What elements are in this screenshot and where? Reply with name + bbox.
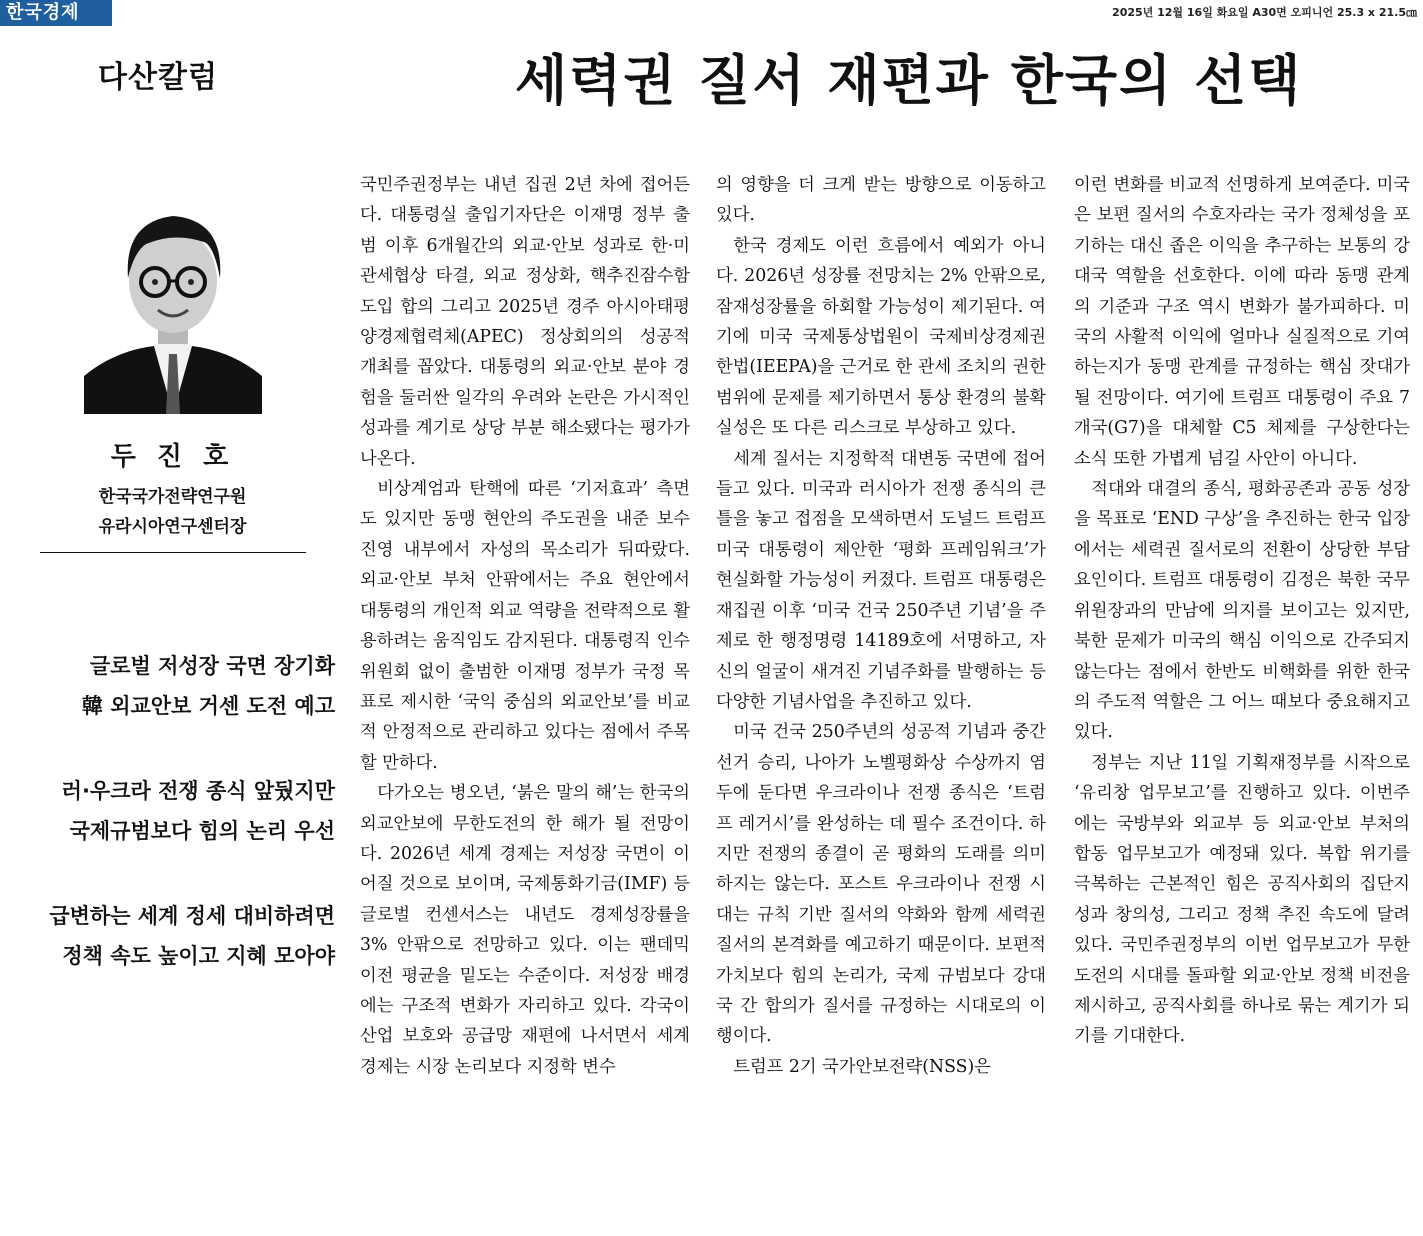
paragraph: 의 영향을 더 크게 받는 방향으로 이동하고 있다. [716, 175, 1046, 226]
body-column-2 [716, 170, 1046, 1230]
paragraph: 국민주권정부는 내년 집권 2년 차에 접어든다. 대통령실 출입기자단은 이재명 정부 출범 이후 6개월간의 외교·안보 성과로 한·미 관세협상 타결, 외교 정상화, 핵추진잠수함 도입 합의 그리고 2025년 경주 아시아태평양경제협력체(APEC) 정상회의의 성공적 개최를 꼽았다. 대통령의 외교·안보 분야 경험을 둘러싼 일각의 우려와 논란은 가시적인 성과를 계기로 상당 부분 해소됐다는 평가가 나온다. [360, 175, 690, 469]
subhead-2a: 러·우크라 전쟁 종식 앞뒀지만 [61, 779, 335, 803]
subhead-2b: 국제규범보다 힘의 논리 우선 [69, 819, 335, 843]
newspaper-masthead: 한국경제 [0, 0, 112, 26]
column-label: 다산칼럼 [98, 60, 218, 95]
headline: 세력권 질서 재편과 한국의 선택 [515, 49, 1303, 112]
body-column-1 [360, 170, 690, 1230]
author-affiliation-org: 한국국가전략연구원 [98, 487, 247, 507]
paragraph: 정부는 지난 11일 기획재정부를 시작으로 ‘유리창 업무보고’를 진행하고 있다. 이번주에는 국방부와 외교부 등 외교·안보 부처의 합동 업무보고가 예정돼 있다. 복합 위기를 극복하는 근본적인 힘은 공직사회의 집단지성과 창의성, 그리고 정책 추진 속도에 달려 있다. 국민주권정부의 이번 업무보고가 무한도전의 시대를 돌파할 외교·안보 정책 비전을 제시하고, 공직사회를 하나로 묶는 계기가 되기를 기대한다. [1074, 752, 1410, 1047]
byline-divider [40, 552, 306, 553]
paragraph: 이런 변화를 비교적 선명하게 보여준다. 미국은 보편 질서의 수호자라는 국가 정체성을 포기하는 대신 좁은 이익을 추구하는 보통의 강대국 역할을 선호한다. 이에 따라 동맹 관계의 기준과 구조 역시 변화가 불가피하다. 미국의 사활적 이익에 얼마나 실질적으로 기여하는지가 동맹 관계를 규정하는 핵심 잣대가 될 전망이다. 여기에 트럼프 대통령이 주요 7개국(G7)을 대체할 C5 체제를 구상한다는 소식 또한 가볍게 넘길 사안이 아니다. [1074, 175, 1410, 469]
author-name: 두 진 호 [110, 442, 235, 472]
paragraph: 비상계엄과 탄핵에 따른 ‘기저효과’ 측면도 있지만 동맹 현안의 주도권을 내준 보수 진영 내부에서 자성의 목소리가 뒤따랐다. 외교·안보 부처 안팎에서는 주요 현안에서 대통령의 개인적 외교 역량을 전략적으로 활용하려는 움직임도 감지된다. 대통령직 인수위원회 없이 출범한 이재명 정부가 국정 목표로 제시한 ‘국익 중심의 외교안보’를 비교적 안정적으로 관리하고 있다는 점에서 주목할 만하다. [360, 479, 690, 773]
paragraph: 다가오는 병오년, ‘붉은 말의 해’는 한국의 외교안보에 무한도전의 한 해가 될 전망이다. 2026년 세계 경제는 저성장 국면이 이어질 것으로 보이며, 국제통화기금(IMF) 등 글로벌 컨센서스는 내년도 경제성장률을 3% 안팎으로 전망하고 있다. 이는 팬데믹 이전 평균을 밑도는 수준이다. 저성장 배경에는 구조적 변화가 자리하고 있다. 각국이 산업 보호와 공급망 재편에 나서면서 세계 경제는 시장 논리보다 지정학 변수 [360, 783, 690, 1077]
paragraph: 트럼프 2기 국가안보전략(NSS)은 [733, 1056, 991, 1077]
author-portrait-icon [84, 186, 262, 414]
subhead-3b: 정책 속도 높이고 지혜 모아야 [62, 944, 335, 968]
paragraph: 미국 건국 250주년의 성공적 기념과 중간선거 승리, 나아가 노벨평화상 수상까지 염두에 둔다면 우크라이나 전쟁 종식은 ‘트럼프 레거시’를 완성하는 데 필수 조건이다. 하지만 전쟁의 종결이 곧 평화의 도래를 의미하지는 않는다. 포스트 우크라이나 전쟁 시대는 규칙 기반 질서의 약화와 함께 세력권 질서의 본격화를 예고하기 때문이다. 보편적 가치보다 힘의 논리가, 국제 규범보다 강대국 간 합의가 질서를 규정하는 시대로의 이행이다. [716, 722, 1046, 1047]
author-affiliation-title: 유라시아연구센터장 [98, 517, 247, 537]
paragraph: 한국 경제도 이런 흐름에서 예외가 아니다. 2026년 성장률 전망치는 2% 안팎으로, 잠재성장률을 하회할 가능성이 제기된다. 여기에 미국 국제통상법원이 국제비상경제권한법(IEEPA)을 근거로 한 관세 조치의 권한 범위에 문제를 제기하면서 통상 환경의 불확실성은 또 다른 리스크로 부상하고 있다. [716, 235, 1046, 439]
subhead-1b: 韓 외교안보 거센 도전 예고 [81, 694, 335, 718]
paragraph: 세계 질서는 지정학적 대변동 국면에 접어들고 있다. 미국과 러시아가 전쟁 종식의 큰 틀을 놓고 접점을 모색하면서 도널드 트럼프 미국 대통령이 제안한 ‘평화 프레임워크’가 현실화할 가능성이 커졌다. 트럼프 대통령은 재집권 이후 ‘미국 건국 250주년 기념’을 주제로 한 행정명령 14189호에 서명하고, 자신의 얼굴이 새겨진 기념주화를 발행하는 등 다양한 기념사업을 추진하고 있다. [716, 448, 1046, 712]
author-photo [84, 186, 262, 414]
subhead-1a: 글로벌 저성장 국면 장기화 [89, 654, 335, 678]
paragraph: 적대와 대결의 종식, 평화공존과 공동 성장을 목표로 ‘END 구상’을 추진하는 한국 입장에서는 세력권 질서로의 전환이 상당한 부담 요인이다. 트럼프 대통령이 김정은 북한 국무위원장과의 만남에 의지를 보이고는 있지만, 북한 문제가 미국의 핵심 이익으로 간주되지 않는다는 점에서 한반도 비핵화를 위한 한국의 주도적 역할은 그 어느 때보다 중요해지고 있다. [1074, 479, 1410, 743]
body-column-3 [1074, 170, 1410, 1230]
subhead-3a: 급변하는 세계 정세 대비하려면 [49, 904, 335, 928]
dateline: 2025년 12월 16일 화요일 A30면 오피니언 25.3 x 21.5㎝ [1112, 6, 1417, 19]
